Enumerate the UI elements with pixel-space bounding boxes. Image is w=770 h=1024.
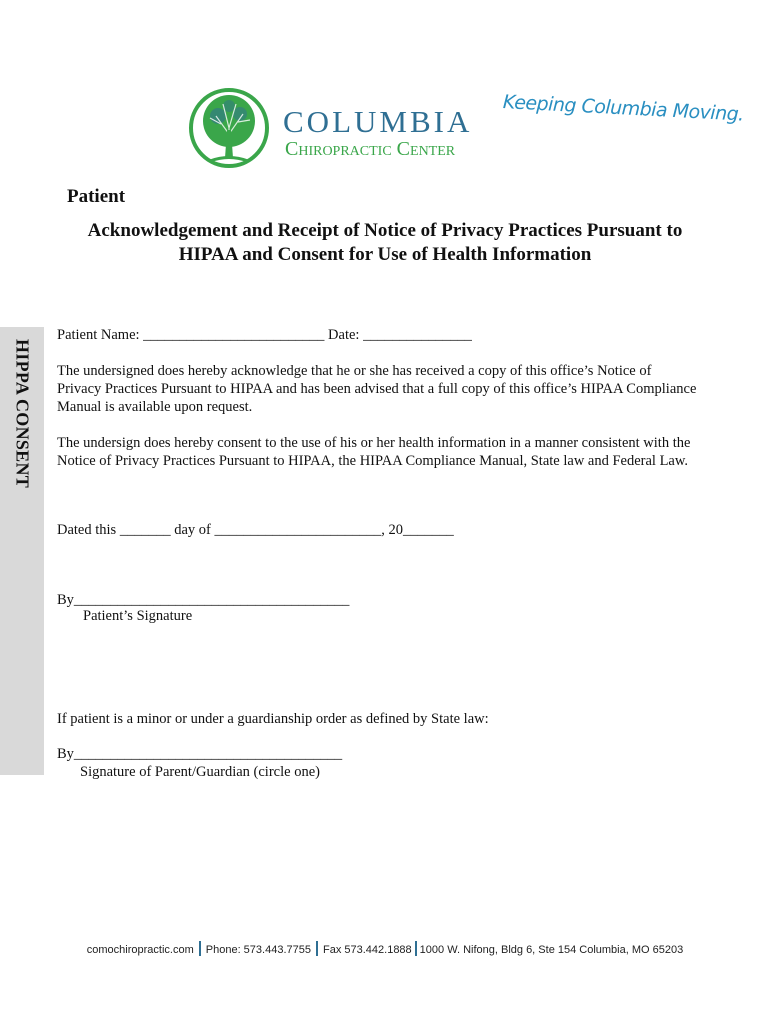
footer-fax: Fax 573.442.1888 <box>322 944 412 956</box>
footer-separator <box>316 941 318 956</box>
dated-line[interactable]: Dated this _______ day of _______________________, 20_______ <box>57 522 454 538</box>
consent-paragraph: The undersign does hereby consent to the use of his or her health information in a manner consistent with the Notice of Privacy Practices Pursuant to HIPAA, the HIPAA Compliance Manual, State law and Federal Law. <box>57 435 695 469</box>
tagline: Keeping Columbia Moving. <box>502 91 745 126</box>
footer-address: 1000 W. Nifong, Bldg 6, Ste 154 Columbia, MO 65203 <box>419 944 684 956</box>
title-line-2: HIPAA and Consent for Use of Health Information <box>178 244 592 265</box>
footer-separator <box>415 941 417 956</box>
minor-guardian-note: If patient is a minor or under a guardianship order as defined by State law: <box>57 711 489 727</box>
acknowledgement-paragraph: The undersigned does hereby acknowledge that he or she has received a copy of this office’s Notice of Privacy Practices Pursuant to HIPAA and has been advised that a full copy of this office’s HIPAA Compliance Manual is available upon request. <box>57 363 700 415</box>
patient-signature-label: Patient’s Signature <box>83 608 193 624</box>
footer-phone: Phone: 573.443.7755 <box>205 944 311 956</box>
heading-patient: Patient <box>67 186 126 207</box>
document-title <box>40 219 730 267</box>
patient-signature-line[interactable]: By______________________________________ <box>57 592 350 608</box>
footer <box>0 941 770 956</box>
guardian-signature-line[interactable]: By_____________________________________ <box>57 746 343 762</box>
title-line-1: Acknowledgement and Receipt of Notice of Privacy Practices Pursuant to <box>87 220 683 241</box>
tree-logo-icon <box>188 86 270 174</box>
side-tab <box>0 327 44 775</box>
brand-name: COLUMBIA <box>283 104 473 139</box>
guardian-signature-label: Signature of Parent/Guardian (circle one) <box>80 764 320 780</box>
brand-subtitle: Chiropractic Center <box>285 138 456 160</box>
patient-name-date-line[interactable]: Patient Name: _________________________ Date: _______________ <box>57 327 472 343</box>
footer-separator <box>199 941 201 956</box>
side-tab-label: HIPPA CONSENT <box>12 339 33 489</box>
footer-website: comochiropractic.com <box>86 944 194 956</box>
